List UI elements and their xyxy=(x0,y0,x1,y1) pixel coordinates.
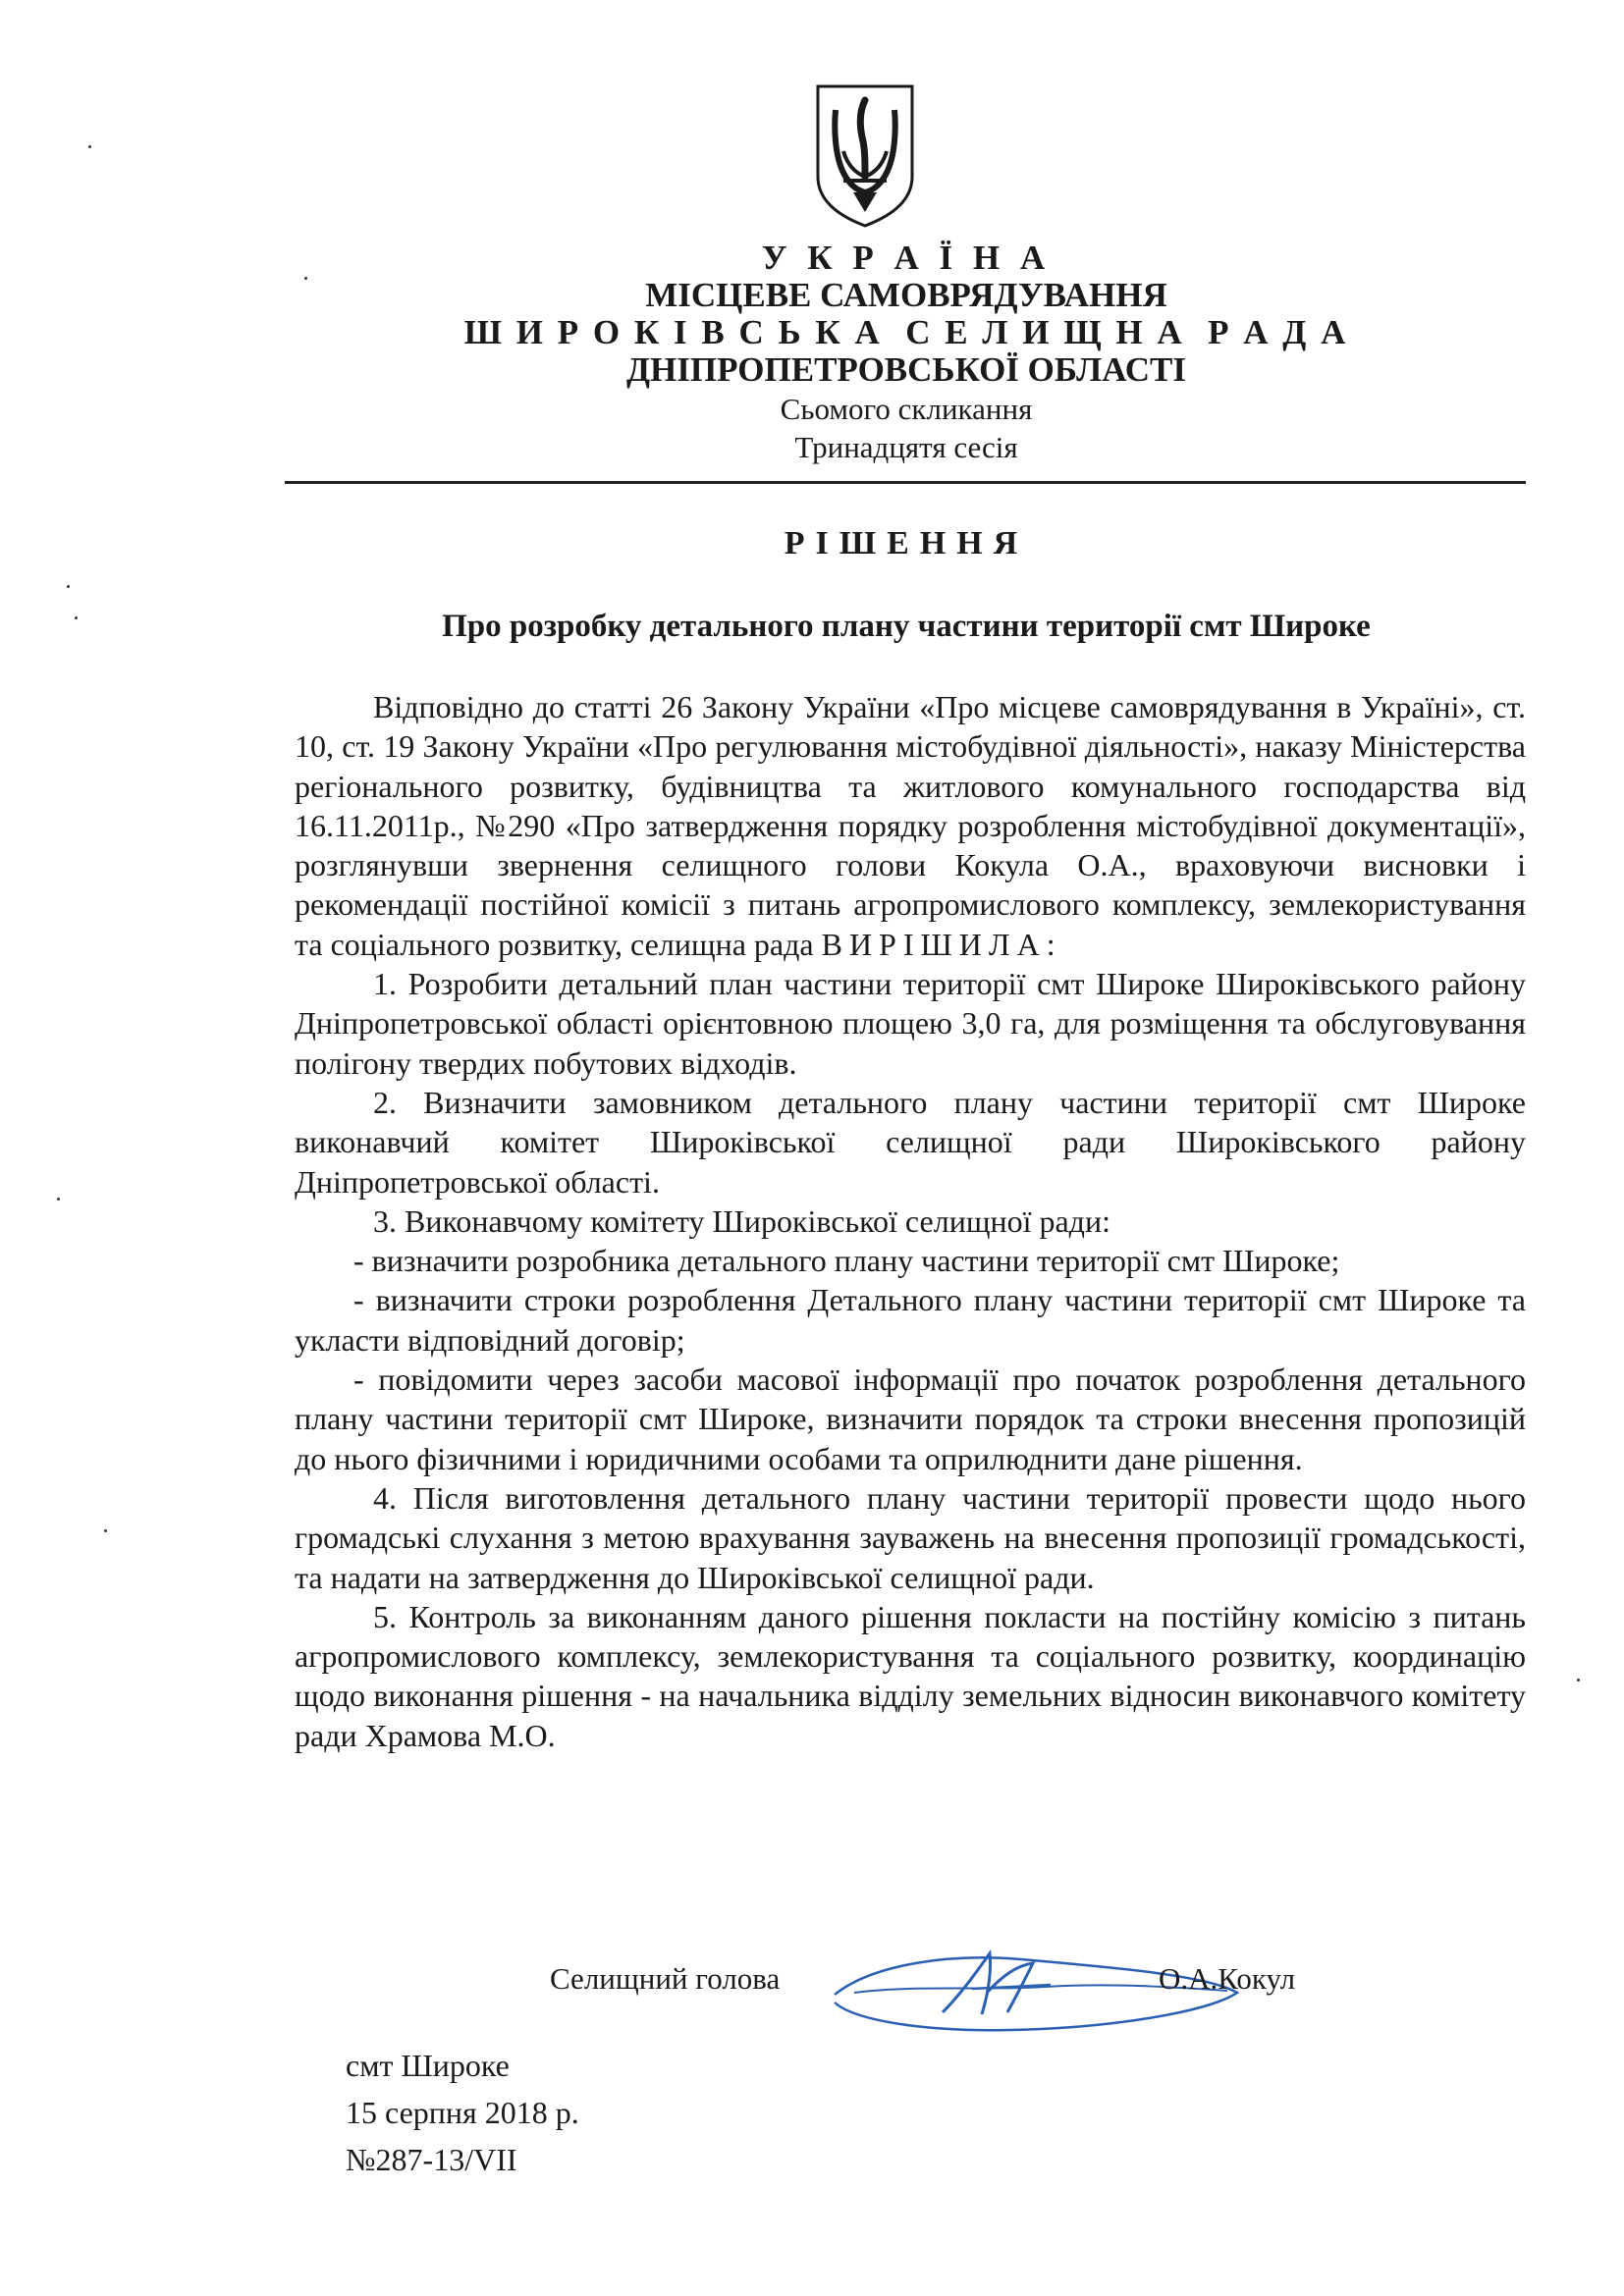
footer-date: 15 серпня 2018 р. xyxy=(346,2095,579,2130)
header-convocation xyxy=(285,391,1528,427)
header-country-text: У К Р А Ї Н А xyxy=(761,239,1052,277)
header-session-text: Тринадцятя сесія xyxy=(794,430,1018,464)
signature-name: О.А.Кокул xyxy=(1159,1961,1296,1996)
item-2: 2. Визначити замовником детального плану частини території смт Широке виконавчий комітет Широківської селищної ради Широківського району Дніпропетровської області. xyxy=(295,1084,1526,1200)
preamble-text: Відповідно до статті 26 Закону України «Про місцеве самоврядування в Україні», ст. 10, ст. 19 Закону України «Про регулювання містобудівної діяльності», наказу Міністерства регіонального розвитку, будівництва та житлового комунального господарства від 16.11.2011р., №290 «Про затвердження порядку розроблення містобудівної документації», розглянувши звернення селищного голови Кокула О.А., враховуючи висновки і рекомендації постійної комісії з питань агропромислового комплексу, землекористування та соціального розвитку, селищна рада xyxy=(295,689,1526,962)
footer-number: №287-13/VII xyxy=(346,2142,517,2177)
header-region xyxy=(285,351,1528,388)
document-footer xyxy=(346,2042,579,2183)
scan-speck xyxy=(104,1529,107,1532)
header-gov xyxy=(285,277,1528,313)
item-3-sub-2: - визначити строки розроблення Детального плану частини території смт Широке та укласти відповідний договір; xyxy=(295,1282,1526,1358)
scan-speck xyxy=(57,1198,60,1201)
decision-title: РІШЕННЯ xyxy=(784,525,1029,561)
item-5: 5. Контроль за виконанням даного рішення покласти на постійну комісію з питань агропромислового комплексу, землекористування та соціального розвитку, координацію щодо виконання рішення - на начальника відділу земельних відносин виконавчого комітету ради Храмова М.О. xyxy=(295,1598,1526,1753)
header-council xyxy=(285,314,1528,350)
header-region-text: ДНІПРОПЕТРОВСЬКОЇ ОБЛАСТІ xyxy=(625,350,1187,389)
header-country xyxy=(285,240,1528,276)
scan-speck xyxy=(88,145,91,148)
signature-title: Селищний голова xyxy=(550,1961,781,1996)
signature-block xyxy=(550,1953,1335,2022)
scan-speck xyxy=(304,277,307,280)
coat-of-arms-emblem xyxy=(814,82,916,230)
item-3: 3. Виконавчому комітету Широківської селищної ради: xyxy=(373,1202,1110,1239)
scan-speck xyxy=(75,616,78,619)
decision-body xyxy=(295,687,1526,1755)
header-session xyxy=(285,429,1528,465)
item-4: 4. Після виготовлення детального плану частини території провести щодо нього громадські слухання з метою врахування зауважень на внесення пропозиції громадськості, та надати на затвердження до Широківської селищної ради. xyxy=(295,1479,1526,1595)
item-3-sub-1: - визначити розробника детального плану частини території смт Широке; xyxy=(353,1243,1340,1279)
footer-place: смт Широке xyxy=(346,2048,510,2083)
scan-speck xyxy=(1577,1679,1580,1682)
scan-speck xyxy=(67,585,70,588)
item-3-sub-3: - повідомити через засоби масової інформації про початок розроблення детального плану частини території смт Широке, визначити порядок та строки внесення пропозицій до нього фізичними і юридичними особами та оприлюднити дане рішення. xyxy=(295,1362,1526,1476)
header-council-text: Ш И Р О К І В С Ь К А С Е Л И Щ Н А Р А Д А xyxy=(463,313,1349,351)
preamble-paragraph xyxy=(295,687,1526,964)
resolved-keyword: ВИРІШИЛА: xyxy=(821,926,1062,962)
header-divider xyxy=(285,481,1526,484)
header-gov-text: МІСЦЕВЕ САМОВРЯДУВАННЯ xyxy=(645,276,1167,314)
decision-subject: Про розробку детального плану частини території смт Широке xyxy=(442,609,1371,644)
item-1: 1. Розробити детальний план частини території смт Широке Широківського району Дніпропетровської області орієнтовною площею 3,0 га, для розміщення та обслуговування полігону твердих побутових відходів. xyxy=(295,966,1526,1081)
header-convocation-text: Сьомого скликання xyxy=(780,392,1033,426)
